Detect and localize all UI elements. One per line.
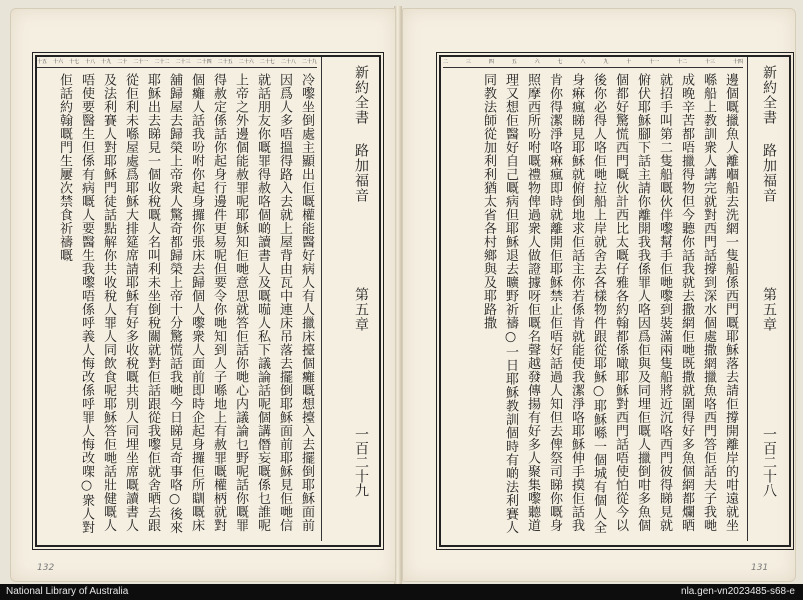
right-body-text: 邊個嘅擸魚人離嗰船去洗網一隻船係西門嘅耶穌落去請佢撐開離岸的咁遠就坐喺船上教訓衆人講完就對西門話撐到深水個處撒網擸魚咯西門答佢話夫子我哋成晚辛苦都唔擸得物但今聽你話我就去撒網佢哋既撒就圍得好多魚個網都爛晒就招手叫第二隻船嘅伙伴嚟幫手佢哋嚟到裝滿兩隻船將近沉咯西門彼得睇見就俯伏耶穌腳下話主請你離開我我係罪人咯因爲佢與及同埋佢嘅人擸倒咁多魚個個都好驚慌西門嘅伙計西比太嘅仔雅各約翰都係噉耶穌對西門話唔使怕從今以後你必得人咯佢哋拉船上岸就舍去各樣物件跟從耶穌○耶穌喺一個城有個人全身痳瘋睇見耶穌就俯倒地求佢話主你若係肯就能使我潔淨咯耶穌伸手摸佢話我肯你得潔淨咯痳瘋即時就離開佢耶穌禁止佢唔好話過人知但去俾祭司睇你嘅身照摩西所吩咐嘅禮物俾過衆人做證據呀佢嘅名聲越發傳揚有好多人聚集嚟聽道理又想佢醫好自己嘅病但耶穌退去曠野祈禱○一日耶穌教訓個時有啲法利賽人同教法師從加利利猶太省各村鄉與及耶路撒 <box>481 73 738 534</box>
left-header-rule <box>321 57 322 541</box>
verse-number: 二十五 <box>217 59 233 65</box>
verse-number: 十四 <box>732 59 743 65</box>
verse-number: 十八 <box>85 59 96 65</box>
right-header-book: 路加福音 <box>761 143 777 203</box>
verse-number: 二十二 <box>154 59 170 65</box>
right-pencil-mark: 131 <box>751 563 769 573</box>
verse-number: 二十八 <box>280 59 296 65</box>
verse-number: 二十四 <box>196 59 212 65</box>
verse-number: 四 <box>488 59 494 65</box>
footer-identifier: nla.gen-vn2023485-s68-e <box>681 586 795 597</box>
verse-number: 五 <box>511 59 517 65</box>
verse-number: 十七 <box>69 59 80 65</box>
left-header-book: 路加福音 <box>353 143 369 203</box>
verse-number: 三 <box>465 59 471 65</box>
left-header-chapter: 第五章 <box>353 287 369 332</box>
left-folio: 一百二十九 <box>353 427 369 497</box>
verse-number: 十 <box>626 59 632 65</box>
verse-number: 二十六 <box>238 59 254 65</box>
verse-number: 二十九 <box>301 59 317 65</box>
verse-number: 二 <box>443 59 449 65</box>
right-folio: 一百二十八 <box>761 427 777 497</box>
library-footer-bar <box>0 584 803 600</box>
verse-number: 八 <box>580 59 586 65</box>
verse-number: 二十一 <box>133 59 149 65</box>
verse-number: 七 <box>557 59 563 65</box>
verse-number: 十一 <box>649 59 660 65</box>
left-pencil-mark: 132 <box>37 563 55 573</box>
verse-number: 十二 <box>677 59 688 65</box>
footer-institution: National Library of Australia <box>6 586 129 597</box>
verse-number: 十五 <box>37 59 48 65</box>
verse-number: 六 <box>534 59 540 65</box>
verse-number: 二十七 <box>259 59 275 65</box>
left-header-title: 新約全書 <box>353 65 369 125</box>
left-verse-number-band <box>37 57 317 68</box>
verse-number: 十六 <box>53 59 64 65</box>
verse-number: 二十 <box>117 59 128 65</box>
verse-number: 十三 <box>704 59 715 65</box>
right-header-chapter: 第五章 <box>761 287 777 332</box>
verse-number: 二十三 <box>175 59 191 65</box>
right-page <box>402 8 796 582</box>
verse-number: 九 <box>603 59 609 65</box>
verse-number: 十九 <box>101 59 112 65</box>
right-verse-number-band <box>443 57 743 68</box>
left-page <box>10 8 396 582</box>
right-header-rule <box>747 57 748 541</box>
left-body-text: 冷嚟坐倒處主顯出佢嘅權能醫好病人有人擸床擡個癱嘅想擡入去擺倒耶穌面前因爲人多唔搵得路入去就上屋背由瓦中連床吊落去擺倒耶穌面前耶穌見佢哋信就話朋友你嘅罪得赦咯個啲讀書人及嘅𠸏人私下議論話呢個講僭妄嘅係乜誰呢上帝之外邊個能赦罪呢耶穌知佢哋意思就答佢話你哋心内議論乜野呢話你嘅罪得赦定係話你起身行邊件更易呢但要令你哋知到人子喺地上有赦罪嘅權柄就對個癱人話我吩咐你起身攞你張床去歸個人嚟衆人面前即時企起身攞佢所瞓嘅床舖歸屋去歸榮上帝衆人驚奇都歸榮上帝十分驚慌話我哋今日睇見奇事咯○後來耶穌出去睇見一個收稅嘅人名叫利未坐倒稅關就對佢話跟從我嚟佢就舍晒去跟從佢利未喺屋處爲耶穌大排筵席請耶穌有好多收稅嘅共別人同埋坐席嘅讀書人及法利賽人對耶穌門徒話點解你共收稅人罪人同飲食呢耶穌答佢哋話壯健嘅人唔使要醫生但係有病嘅人要醫生我嚟唔係呼義人悔改係呼罪人悔改㗎○衆人對佢話約翰嘅門生屢次禁食祈禱嘅 <box>57 73 314 534</box>
right-header-title: 新約全書 <box>761 65 777 125</box>
